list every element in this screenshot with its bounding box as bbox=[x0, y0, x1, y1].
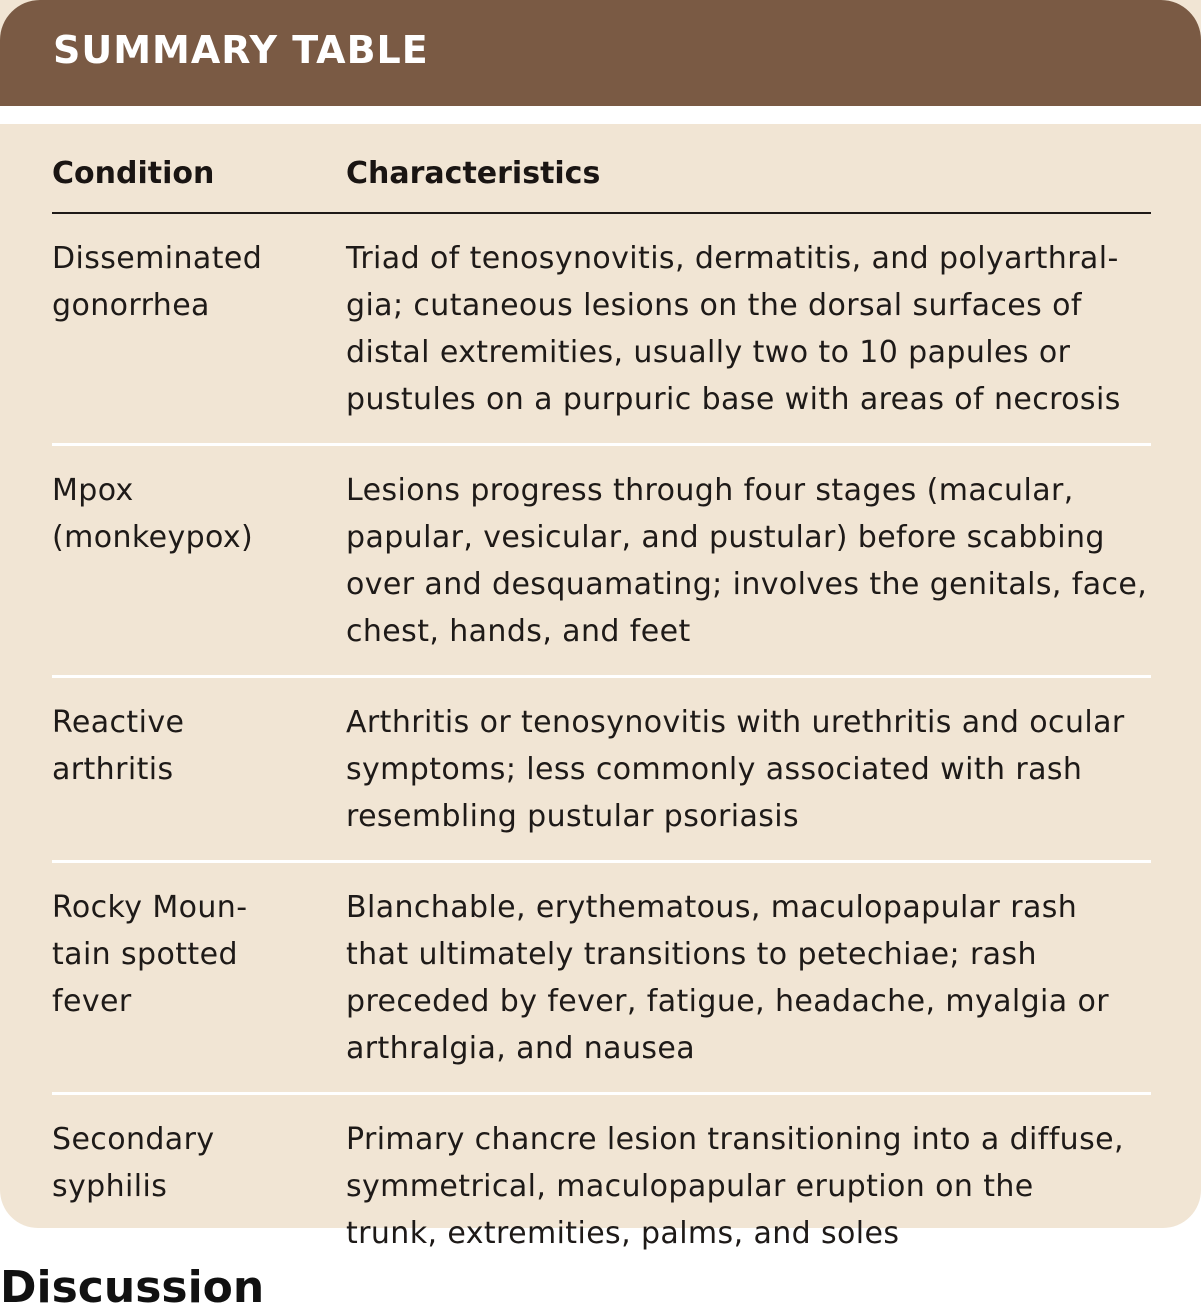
characteristics-line: preceded by fever, fatigue, headache, myalgia or bbox=[346, 984, 1110, 1019]
column-header-characteristics: Characteristics bbox=[346, 156, 601, 191]
summary-table bbox=[52, 124, 1151, 1277]
table-row bbox=[52, 1095, 1151, 1277]
condition-cell bbox=[52, 467, 322, 655]
characteristics-cell bbox=[346, 884, 1151, 1072]
characteristics-cell bbox=[346, 467, 1151, 655]
condition-line: fever bbox=[52, 984, 132, 1019]
condition-line: Rocky Moun- bbox=[52, 890, 248, 925]
condition-line: syphilis bbox=[52, 1169, 168, 1204]
characteristics-line: symmetrical, maculopapular eruption on the bbox=[346, 1169, 1034, 1204]
summary-table-title: SUMMARY TABLE bbox=[53, 28, 429, 72]
characteristics-line: papular, vesicular, and pustular) before scabbing bbox=[346, 520, 1105, 555]
table-row bbox=[52, 446, 1151, 678]
condition-cell bbox=[52, 884, 322, 1072]
characteristics-line: symptoms; less commonly associated with rash bbox=[346, 752, 1083, 787]
condition-line: tain spotted bbox=[52, 937, 238, 972]
condition-line: Reactive bbox=[52, 705, 185, 740]
table-row bbox=[52, 863, 1151, 1095]
summary-table-header bbox=[0, 0, 1201, 106]
table-row bbox=[52, 678, 1151, 863]
characteristics-line: that ultimately transitions to petechiae; rash bbox=[346, 937, 1037, 972]
condition-line: (monkeypox) bbox=[52, 520, 254, 555]
condition-line: arthritis bbox=[52, 752, 174, 787]
characteristics-line: distal extremities, usually two to 10 papules or bbox=[346, 335, 1071, 370]
condition-line: Mpox bbox=[52, 473, 134, 508]
characteristics-line: Triad of tenosynovitis, dermatitis, and polyarthral- bbox=[346, 241, 1119, 276]
characteristics-line: Lesions progress through four stages (macular, bbox=[346, 473, 1074, 508]
characteristics-line: chest, hands, and feet bbox=[346, 614, 691, 649]
condition-cell bbox=[52, 699, 322, 840]
condition-line: Disseminated bbox=[52, 241, 263, 276]
characteristics-line: over and desquamating; involves the genitals, face, bbox=[346, 567, 1148, 602]
table-header-row bbox=[52, 124, 1151, 214]
condition-cell bbox=[52, 1116, 322, 1257]
characteristics-line: Blanchable, erythematous, maculopapular rash bbox=[346, 890, 1078, 925]
characteristics-line: Arthritis or tenosynovitis with urethritis and ocular bbox=[346, 705, 1125, 740]
header-gap bbox=[0, 106, 1201, 124]
column-header-condition: Condition bbox=[52, 156, 215, 191]
condition-line: Secondary bbox=[52, 1122, 215, 1157]
characteristics-line: trunk, extremities, palms, and soles bbox=[346, 1216, 900, 1251]
characteristics-cell bbox=[346, 235, 1151, 423]
characteristics-line: resembling pustular psoriasis bbox=[346, 799, 800, 834]
discussion-heading: Discussion bbox=[0, 1262, 265, 1313]
characteristics-line: arthralgia, and nausea bbox=[346, 1031, 696, 1066]
characteristics-line: gia; cutaneous lesions on the dorsal surfaces of bbox=[346, 288, 1082, 323]
characteristics-line: pustules on a purpuric base with areas of necrosis bbox=[346, 382, 1121, 417]
condition-cell bbox=[52, 235, 322, 423]
characteristics-line: Primary chancre lesion transitioning into a diffuse, bbox=[346, 1122, 1124, 1157]
characteristics-cell bbox=[346, 699, 1151, 840]
table-row bbox=[52, 214, 1151, 446]
characteristics-cell bbox=[346, 1116, 1151, 1257]
condition-line: gonorrhea bbox=[52, 288, 210, 323]
